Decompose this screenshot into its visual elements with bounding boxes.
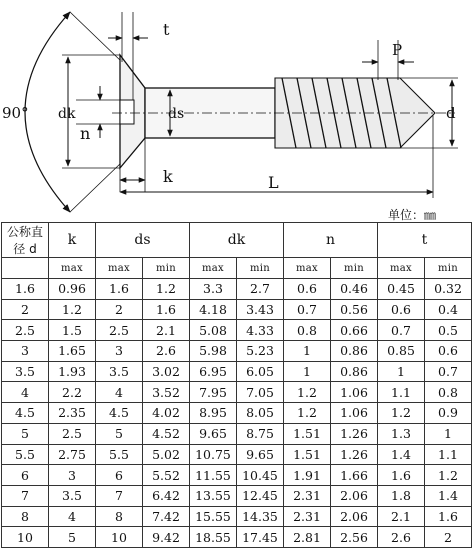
table-cell: 2.81 (284, 527, 331, 548)
table-cell: 0.8 (425, 382, 472, 403)
table-cell: 5 (49, 527, 96, 548)
table-cell: 1.2 (143, 279, 190, 300)
table-cell: 1.51 (284, 423, 331, 444)
table-cell: 2.7 (237, 279, 284, 300)
table-cell: 13.55 (190, 485, 237, 506)
table-cell: 6.42 (143, 485, 190, 506)
table-cell: 0.7 (284, 299, 331, 320)
table-cell: 4 (2, 382, 49, 403)
table-cell: 3.52 (143, 382, 190, 403)
subheader-cell: max (190, 258, 237, 279)
table-cell: 1.6 (96, 279, 143, 300)
table-cell: 0.46 (331, 279, 378, 300)
table-cell: 5 (96, 423, 143, 444)
table-cell: 3.5 (96, 361, 143, 382)
table-cell: 7.42 (143, 506, 190, 527)
table-cell: 1.6 (425, 506, 472, 527)
table-cell: 0.6 (284, 279, 331, 300)
table-cell: 7.95 (190, 382, 237, 403)
table-cell: 1.6 (378, 465, 425, 486)
label-l: L (268, 173, 279, 192)
table-cell: 10.45 (237, 465, 284, 486)
table-cell: 1.4 (378, 444, 425, 465)
table-row (2, 341, 472, 362)
table-cell: 6 (96, 465, 143, 486)
table-cell: 3.3 (190, 279, 237, 300)
table-cell: 2.06 (331, 485, 378, 506)
header-dk: dk (190, 223, 284, 258)
table-cell: 2.56 (331, 527, 378, 548)
label-d: d (446, 104, 456, 122)
table-cell: 2.6 (378, 527, 425, 548)
table-cell: 5.5 (96, 444, 143, 465)
table-cell: 2 (425, 527, 472, 548)
table-cell: 8.05 (237, 403, 284, 424)
table-cell: 0.96 (49, 279, 96, 300)
subheader-spacer (2, 258, 49, 279)
table-cell: 1.26 (331, 423, 378, 444)
table-cell: 4.18 (190, 299, 237, 320)
table-cell: 2.35 (49, 403, 96, 424)
table-cell: 3 (49, 465, 96, 486)
table-cell: 1 (425, 423, 472, 444)
table-cell: 2.1 (143, 320, 190, 341)
table-cell: 0.5 (425, 320, 472, 341)
table-cell: 3.5 (49, 485, 96, 506)
table-cell: 10 (2, 527, 49, 548)
table-cell: 1.65 (49, 341, 96, 362)
table-cell: 0.6 (378, 299, 425, 320)
table-cell: 6.95 (190, 361, 237, 382)
table-body (2, 279, 472, 548)
table-cell: 2.75 (49, 444, 96, 465)
table-cell: 1.1 (425, 444, 472, 465)
table-cell: 5.52 (143, 465, 190, 486)
table-cell: 1.2 (378, 403, 425, 424)
table-row (2, 485, 472, 506)
table-cell: 8.75 (237, 423, 284, 444)
table-cell: 2.31 (284, 485, 331, 506)
table-cell: 5 (2, 423, 49, 444)
table-cell: 3.5 (2, 361, 49, 382)
table-cell: 1.93 (49, 361, 96, 382)
table-cell: 1.3 (378, 423, 425, 444)
table-cell: 10 (96, 527, 143, 548)
table-cell: 1.6 (143, 299, 190, 320)
table-cell: 9.65 (237, 444, 284, 465)
subheader-cell: min (331, 258, 378, 279)
header-nominal-diameter: 公称直径 d (2, 223, 49, 258)
table-header-row (2, 223, 472, 258)
label-angle: 90° (2, 104, 29, 122)
table-cell: 1.5 (49, 320, 96, 341)
table-row (2, 465, 472, 486)
unit-label: 单位：㎜ (388, 208, 437, 222)
table-cell: 1.4 (425, 485, 472, 506)
table-cell: 4.5 (2, 403, 49, 424)
subheader-cell: min (237, 258, 284, 279)
table-cell: 1 (284, 361, 331, 382)
label-t: t (163, 20, 170, 39)
table-cell: 1.66 (331, 465, 378, 486)
table-cell: 1.2 (425, 465, 472, 486)
table-cell: 0.86 (331, 361, 378, 382)
table-cell: 8 (96, 506, 143, 527)
table-cell: 2.2 (49, 382, 96, 403)
table-row (2, 279, 472, 300)
table-cell: 6 (2, 465, 49, 486)
header-k: k (49, 223, 96, 258)
spec-table (1, 222, 472, 548)
label-k: k (163, 167, 173, 186)
table-cell: 0.7 (378, 320, 425, 341)
table-cell: 7 (2, 485, 49, 506)
table-cell: 6.05 (237, 361, 284, 382)
table-cell: 1.2 (284, 382, 331, 403)
table-cell: 2 (2, 299, 49, 320)
screw-drawing (0, 0, 474, 222)
table-cell: 8 (2, 506, 49, 527)
table-cell: 1.6 (2, 279, 49, 300)
header-ds: ds (96, 223, 190, 258)
table-cell: 4 (49, 506, 96, 527)
table-cell: 0.56 (331, 299, 378, 320)
table-cell: 9.65 (190, 423, 237, 444)
table-cell: 4.5 (96, 403, 143, 424)
table-cell: 0.8 (284, 320, 331, 341)
table-row (2, 320, 472, 341)
table-row (2, 506, 472, 527)
table-cell: 1.06 (331, 403, 378, 424)
table-cell: 14.35 (237, 506, 284, 527)
table-cell: 0.32 (425, 279, 472, 300)
table-cell: 0.45 (378, 279, 425, 300)
screw-slot (120, 100, 134, 124)
label-n: n (80, 124, 91, 143)
table-cell: 4.33 (237, 320, 284, 341)
subheader-cell: min (425, 258, 472, 279)
table-row (2, 403, 472, 424)
table-row (2, 444, 472, 465)
table-subheader-row (2, 258, 472, 279)
subheader-cell: max (284, 258, 331, 279)
table-cell: 10.75 (190, 444, 237, 465)
table-cell: 2.1 (378, 506, 425, 527)
subheader-cell: max (49, 258, 96, 279)
table-row (2, 423, 472, 444)
table-cell: 4 (96, 382, 143, 403)
label-dk: dk (58, 106, 76, 122)
table-cell: 1.1 (378, 382, 425, 403)
table-cell: 1 (378, 361, 425, 382)
table-cell: 2.5 (2, 320, 49, 341)
table-row (2, 299, 472, 320)
table-cell: 3.43 (237, 299, 284, 320)
table-cell: 4.02 (143, 403, 190, 424)
table-row (2, 527, 472, 548)
table-cell: 3 (96, 341, 143, 362)
table-cell: 1.06 (331, 382, 378, 403)
table-cell: 2.5 (49, 423, 96, 444)
table-cell: 0.6 (425, 341, 472, 362)
subheader-cell: max (96, 258, 143, 279)
table-cell: 7.05 (237, 382, 284, 403)
header-n: n (284, 223, 378, 258)
table-cell: 4.52 (143, 423, 190, 444)
subheader-cell: min (143, 258, 190, 279)
table-cell: 0.7 (425, 361, 472, 382)
table-cell: 5.23 (237, 341, 284, 362)
table-cell: 2.6 (143, 341, 190, 362)
table-cell: 18.55 (190, 527, 237, 548)
table-cell: 0.9 (425, 403, 472, 424)
table-cell: 8.95 (190, 403, 237, 424)
table-cell: 1.2 (49, 299, 96, 320)
table-cell: 0.85 (378, 341, 425, 362)
table-cell: 1.8 (378, 485, 425, 506)
table-cell: 1 (284, 341, 331, 362)
table-cell: 17.45 (237, 527, 284, 548)
table-cell: 2.31 (284, 506, 331, 527)
table-cell: 11.55 (190, 465, 237, 486)
table-cell: 0.66 (331, 320, 378, 341)
table-cell: 3 (2, 341, 49, 362)
table-cell: 1.26 (331, 444, 378, 465)
table-row (2, 382, 472, 403)
table-cell: 15.55 (190, 506, 237, 527)
table-cell: 1.2 (284, 403, 331, 424)
label-ds: ds (168, 106, 185, 122)
table-cell: 2.5 (96, 320, 143, 341)
table-cell: 3.02 (143, 361, 190, 382)
table-cell: 0.4 (425, 299, 472, 320)
table-cell: 5.02 (143, 444, 190, 465)
table-cell: 12.45 (237, 485, 284, 506)
table-cell: 7 (96, 485, 143, 506)
table-cell: 2 (96, 299, 143, 320)
table-cell: 5.08 (190, 320, 237, 341)
label-p: P (392, 41, 403, 59)
table-cell: 2.06 (331, 506, 378, 527)
table-cell: 1.51 (284, 444, 331, 465)
subheader-cell: max (378, 258, 425, 279)
table-cell: 0.86 (331, 341, 378, 362)
table-cell: 5.98 (190, 341, 237, 362)
header-t: t (378, 223, 472, 258)
table-cell: 1.91 (284, 465, 331, 486)
table-cell: 9.42 (143, 527, 190, 548)
table-cell: 5.5 (2, 444, 49, 465)
table-row (2, 361, 472, 382)
